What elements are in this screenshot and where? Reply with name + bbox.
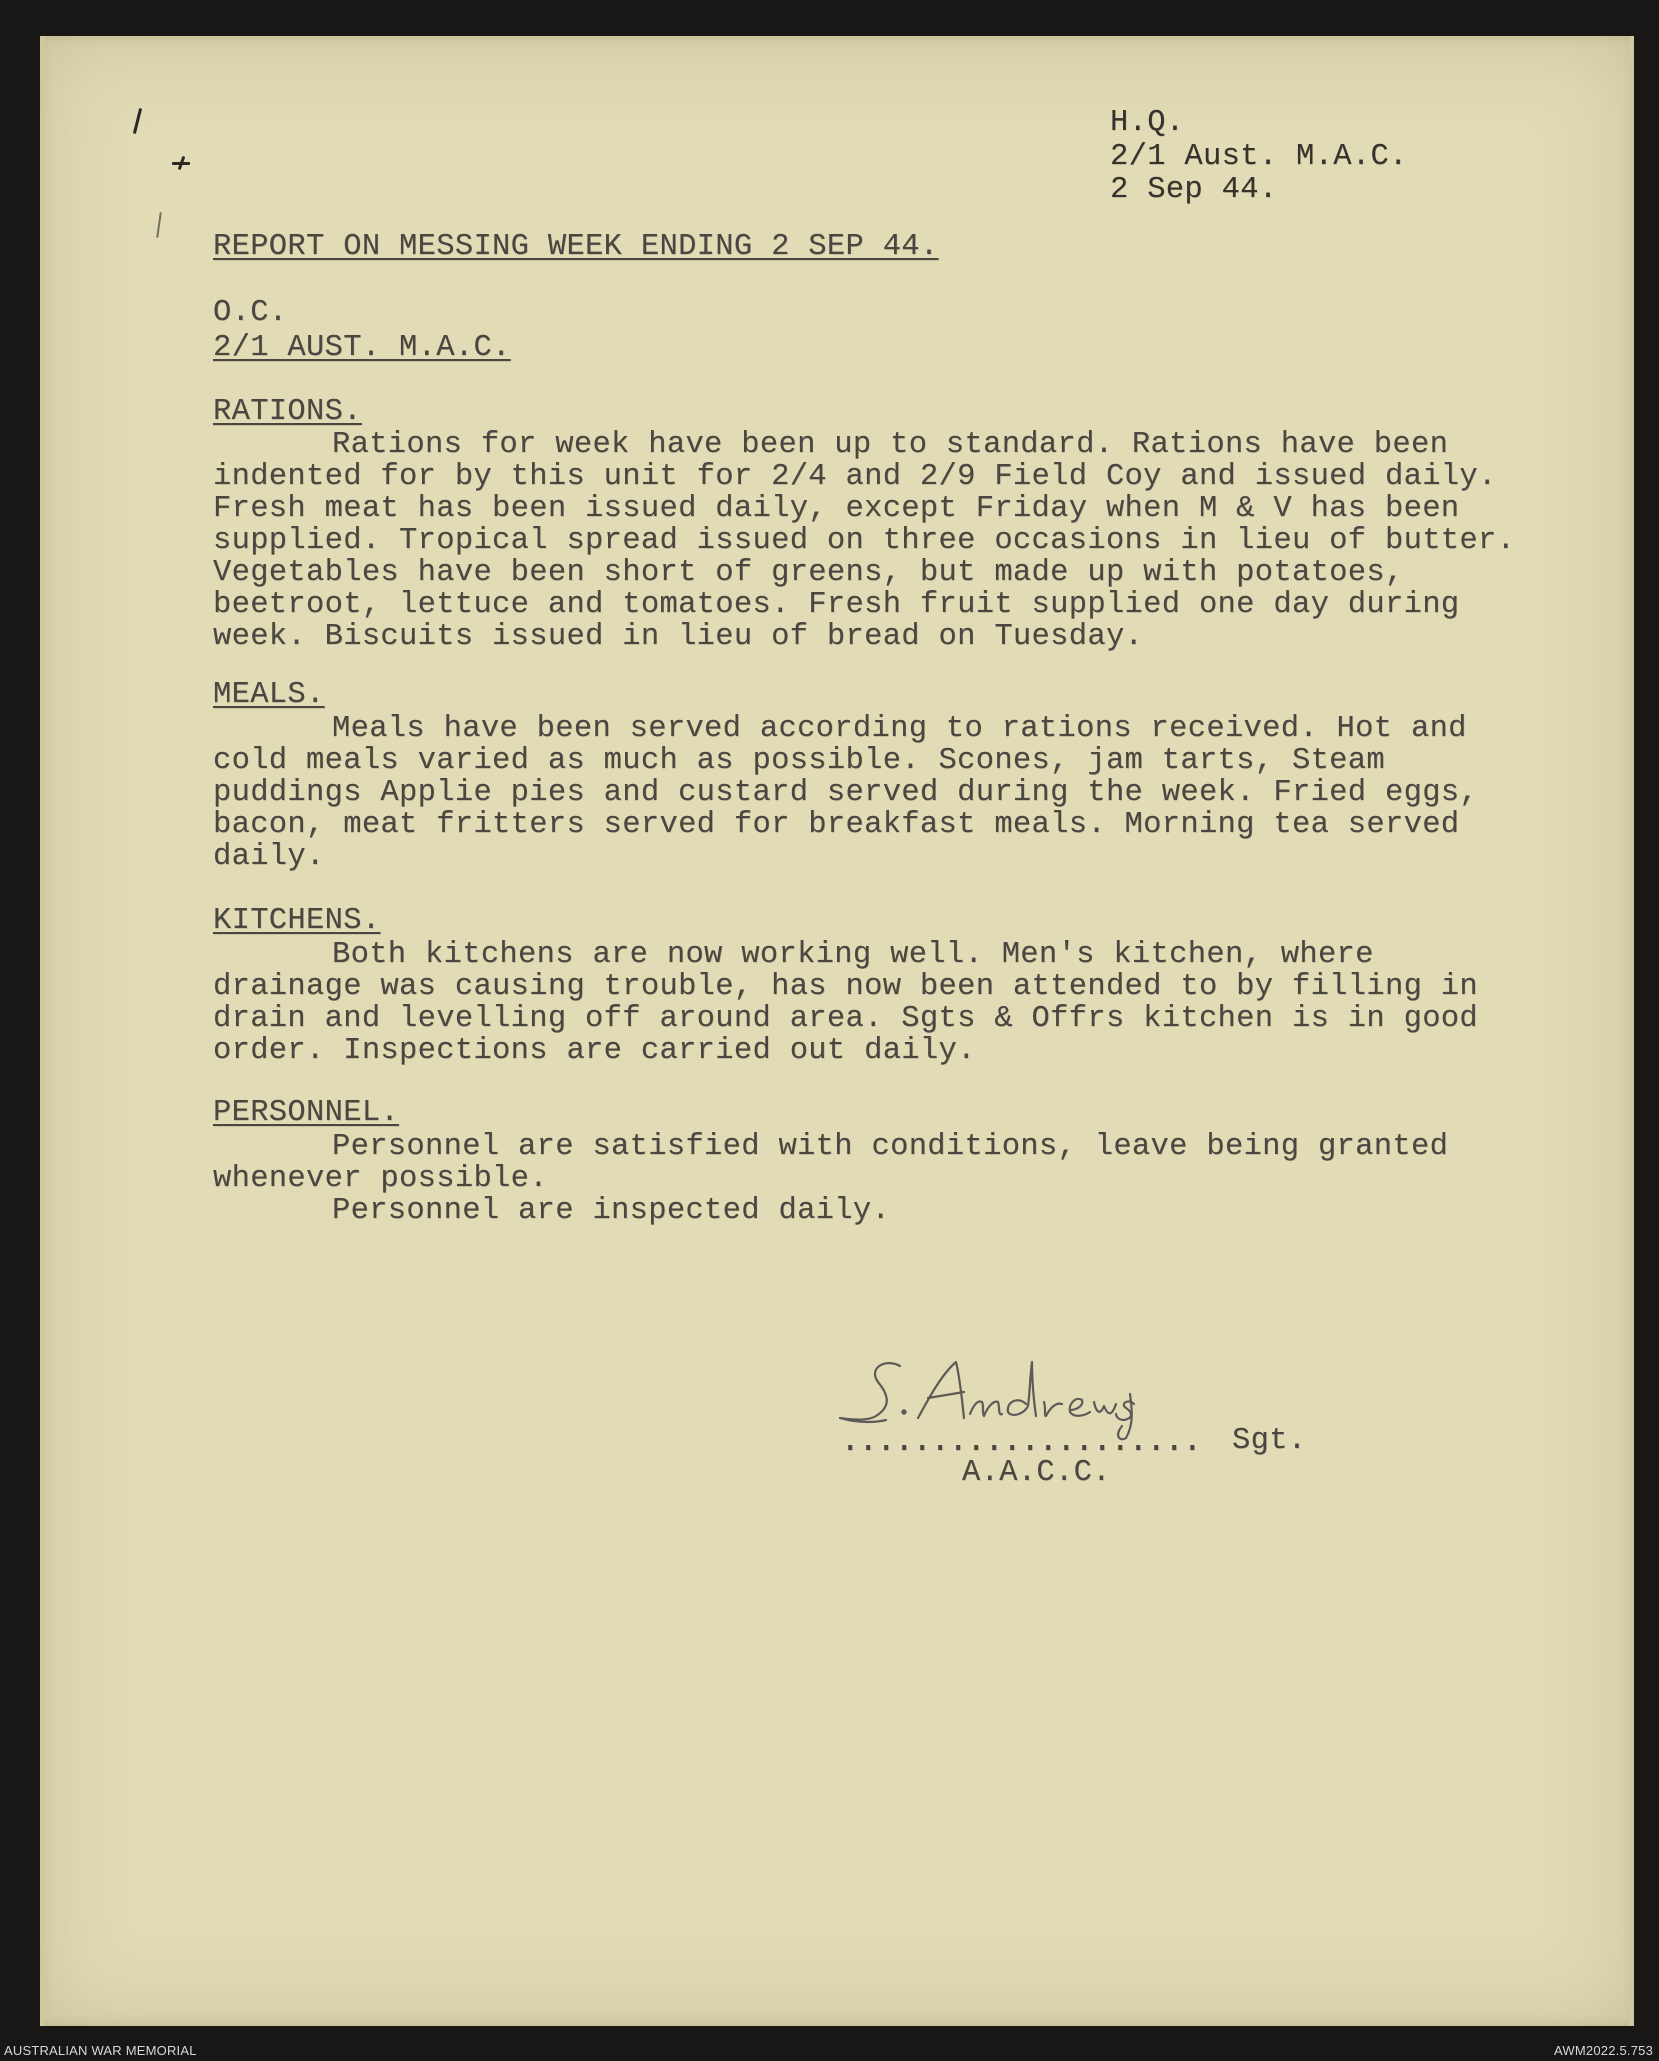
signature-line-dots: .................... bbox=[840, 1423, 1201, 1461]
section-heading-kitchens: KITCHENS. bbox=[213, 904, 381, 938]
rations-line: Fresh meat has been issued daily, except Friday when M & V has been bbox=[213, 492, 1460, 526]
page-edge-right bbox=[1629, 36, 1634, 2026]
personnel-line: whenever possible. bbox=[213, 1162, 548, 1196]
kitchens-line: order. Inspections are carried out daily. bbox=[213, 1034, 976, 1068]
header-line-hq: H.Q. bbox=[1110, 106, 1185, 140]
signature-unit: A.A.C.C. bbox=[962, 1456, 1111, 1490]
rations-line: week. Biscuits issued in lieu of bread on Tuesday. bbox=[213, 620, 1144, 654]
rations-line: indented for by this unit for 2/4 and 2/9 Field Coy and issued daily. bbox=[213, 460, 1497, 494]
meals-line: Meals have been served according to rations received. Hot and bbox=[332, 712, 1467, 746]
meals-line: daily. bbox=[213, 840, 325, 874]
meals-line: bacon, meat fritters served for breakfast meals. Morning tea served bbox=[213, 808, 1460, 842]
personnel-line: Personnel are inspected daily. bbox=[332, 1194, 891, 1228]
rations-line: supplied. Tropical spread issued on three occasions in lieu of butter. bbox=[213, 524, 1516, 558]
kitchens-line: Both kitchens are now working well. Men's kitchen, where bbox=[332, 938, 1374, 972]
kitchens-line: drain and levelling off around area. Sgts & Offrs kitchen is in good bbox=[213, 1002, 1479, 1036]
footer-accession-number: AWM2022.5.753 bbox=[1554, 2043, 1653, 2058]
footer-institution: AUSTRALIAN WAR MEMORIAL bbox=[4, 2043, 197, 2058]
addressee-line-unit: 2/1 AUST. M.A.C. bbox=[213, 331, 511, 365]
meals-line: cold meals varied as much as possible. Scones, jam tarts, Steam bbox=[213, 744, 1385, 778]
rations-line: beetroot, lettuce and tomatoes. Fresh fruit supplied one day during bbox=[213, 588, 1460, 622]
section-heading-personnel: PERSONNEL. bbox=[213, 1096, 400, 1130]
section-heading-rations: RATIONS. bbox=[213, 395, 362, 429]
kitchens-line: drainage was causing trouble, has now been attended to by filling in bbox=[213, 970, 1479, 1004]
section-heading-meals: MEALS. bbox=[213, 678, 325, 712]
addressee-line-oc: O.C. bbox=[213, 296, 288, 330]
header-line-date: 2 Sep 44. bbox=[1110, 173, 1278, 207]
signature-rank: Sgt. bbox=[1232, 1424, 1307, 1458]
rations-line: Rations for week have been up to standard. Rations have been bbox=[332, 428, 1449, 462]
meals-line: puddings Applie pies and custard served during the week. Fried eggs, bbox=[213, 776, 1479, 810]
page-edge-left bbox=[40, 36, 45, 2026]
report-title: REPORT ON MESSING WEEK ENDING 2 SEP 44. bbox=[213, 230, 939, 264]
personnel-line: Personnel are satisfied with conditions, leave being granted bbox=[332, 1130, 1449, 1164]
header-line-unit: 2/1 Aust. M.A.C. bbox=[1110, 140, 1408, 174]
rations-line: Vegetables have been short of greens, but made up with potatoes, bbox=[213, 556, 1404, 590]
